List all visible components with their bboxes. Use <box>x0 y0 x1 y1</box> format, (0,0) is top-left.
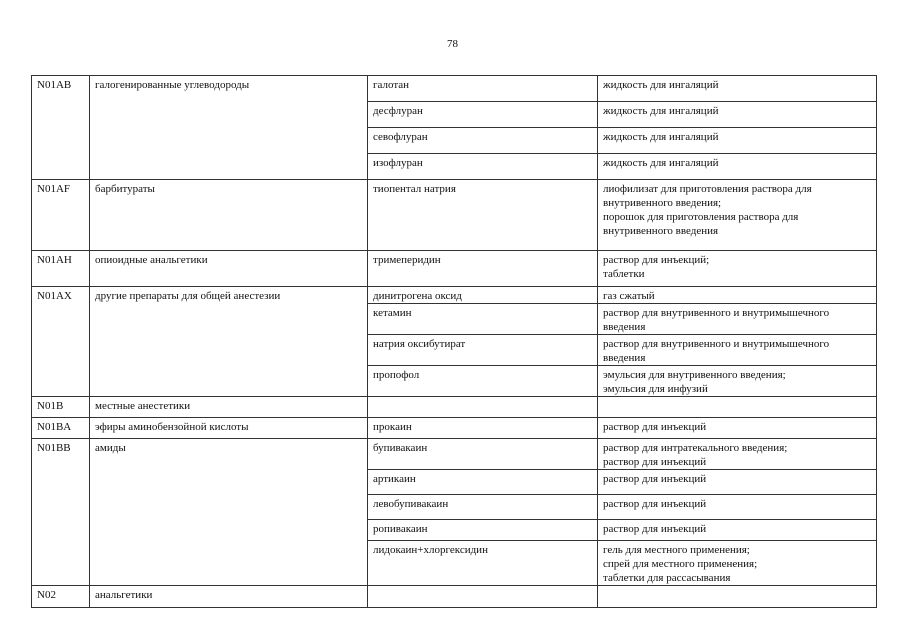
dosage-form-cell: раствор для инъекций <box>598 470 877 495</box>
table-row <box>32 439 877 470</box>
dosage-form-cell: жидкость для ингаляций <box>598 102 877 128</box>
dosage-form-cell: жидкость для ингаляций <box>598 128 877 154</box>
drug-name-cell: кетамин <box>368 304 598 335</box>
table-row <box>32 180 877 251</box>
group-name-cell: анальгетики <box>90 586 368 608</box>
group-name-cell: эфиры аминобензойной кислоты <box>90 418 368 439</box>
dosage-form-cell: раствор для инъекций <box>598 520 877 541</box>
drug-classification-table <box>31 75 877 608</box>
table-row <box>32 287 877 304</box>
table-row <box>32 418 877 439</box>
drug-name-cell: изофлуран <box>368 154 598 180</box>
group-name-cell: другие препараты для общей анестезии <box>90 287 368 397</box>
drug-name-cell: бупивакаин <box>368 439 598 470</box>
table-row <box>32 76 877 102</box>
dosage-form-cell <box>598 397 877 418</box>
dosage-form-cell: раствор для инъекций <box>598 418 877 439</box>
drug-name-cell: лидокаин+хлоргексидин <box>368 541 598 586</box>
dosage-form-cell <box>598 586 877 608</box>
drug-name-cell: левобупивакаин <box>368 495 598 520</box>
atc-code-cell: N02 <box>32 586 90 608</box>
dosage-form-cell: раствор для интратекального введения; раствор для инъекций <box>598 439 877 470</box>
table-row <box>32 586 877 608</box>
group-name-cell: галогенированные углеводороды <box>90 76 368 180</box>
dosage-form-cell: раствор для внутривенного и внутримышечного введения <box>598 304 877 335</box>
drug-name-cell: ропивакаин <box>368 520 598 541</box>
dosage-form-cell: раствор для инъекций; таблетки <box>598 251 877 287</box>
dosage-form-cell: жидкость для ингаляций <box>598 76 877 102</box>
drug-name-cell: тиопентал натрия <box>368 180 598 251</box>
atc-code-cell: N01AX <box>32 287 90 397</box>
drug-name-cell: динитрогена оксид <box>368 287 598 304</box>
atc-code-cell: N01AH <box>32 251 90 287</box>
group-name-cell: опиоидные анальгетики <box>90 251 368 287</box>
group-name-cell: барбитураты <box>90 180 368 251</box>
atc-code-cell: N01BA <box>32 418 90 439</box>
atc-code-cell: N01AF <box>32 180 90 251</box>
drug-name-cell: севофлуран <box>368 128 598 154</box>
dosage-form-cell: гель для местного применения; спрей для местного применения; таблетки для рассасывания <box>598 541 877 586</box>
drug-name-cell: тримеперидин <box>368 251 598 287</box>
dosage-form-cell: раствор для внутривенного и внутримышечного введения <box>598 335 877 366</box>
dosage-form-cell: газ сжатый <box>598 287 877 304</box>
dosage-form-cell: лиофилизат для приготовления раствора для внутривенного введения; порошок для приготовления раствора для внутривенного введения <box>598 180 877 251</box>
dosage-form-cell: эмульсия для внутривенного введения; эмульсия для инфузий <box>598 366 877 397</box>
drug-name-cell: галотан <box>368 76 598 102</box>
atc-code-cell: N01B <box>32 397 90 418</box>
table-row <box>32 397 877 418</box>
drug-name-cell: натрия оксибутират <box>368 335 598 366</box>
drug-name-cell: десфлуран <box>368 102 598 128</box>
atc-code-cell: N01AB <box>32 76 90 180</box>
dosage-form-cell: жидкость для ингаляций <box>598 154 877 180</box>
table-row <box>32 251 877 287</box>
dosage-form-cell: раствор для инъекций <box>598 495 877 520</box>
drug-name-cell: пропофол <box>368 366 598 397</box>
drug-name-cell: прокаин <box>368 418 598 439</box>
group-name-cell: местные анестетики <box>90 397 368 418</box>
page-number: 78 <box>447 38 458 50</box>
drug-name-cell <box>368 586 598 608</box>
drug-name-cell <box>368 397 598 418</box>
drug-name-cell: артикаин <box>368 470 598 495</box>
atc-code-cell: N01BB <box>32 439 90 586</box>
group-name-cell: амиды <box>90 439 368 586</box>
